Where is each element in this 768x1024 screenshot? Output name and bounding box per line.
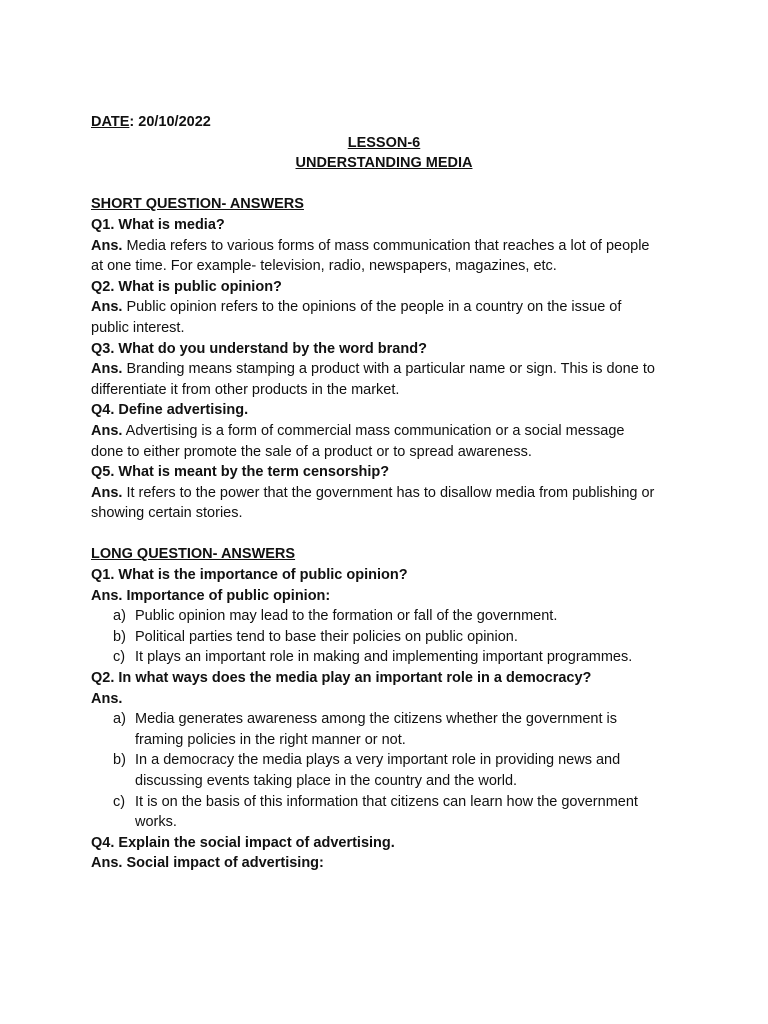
lesson-number: LESSON-6 (347, 134, 421, 151)
short-answer (91, 297, 691, 318)
list-item (91, 627, 691, 648)
short-answer-continued: showing certain stories. (91, 505, 243, 522)
short-answer (91, 236, 691, 257)
answer-text: Advertising is a form of commercial mass communication or a social message (122, 422, 625, 439)
answer-text: Media refers to various forms of mass communication that reaches a lot of people (122, 237, 650, 254)
long-answer-heading: Ans. (91, 690, 123, 707)
list-item (91, 750, 691, 791)
answer-label: Ans. (91, 361, 123, 378)
list-item (91, 647, 691, 668)
answer-label: Ans. (91, 484, 123, 501)
list-item-text: Media generates awareness among the citizens whether the government is (135, 711, 617, 728)
list-item (91, 606, 691, 627)
list-marker: c) (113, 793, 126, 810)
short-question: Q5. What is meant by the term censorship? (91, 464, 390, 481)
answer-text: It refers to the power that the government has to disallow media from publishing or (122, 484, 655, 501)
short-question: Q4. Define advertising. (91, 402, 249, 419)
short-answer-continued: at one time. For example- television, radio, newspapers, magazines, etc. (91, 258, 557, 275)
short-section-heading: SHORT QUESTION- ANSWERS (91, 196, 304, 213)
list-item-text: framing policies in the right manner or not. (135, 731, 406, 748)
spacer (91, 174, 691, 195)
short-answer (91, 359, 691, 380)
long-question: Q1. What is the importance of public opinion? (91, 567, 408, 584)
list-marker: b) (113, 752, 126, 769)
list-marker: a) (113, 711, 126, 728)
list-item (91, 709, 691, 750)
short-answer-continued: done to either promote the sale of a product or to spread awareness. (91, 443, 532, 460)
short-question: Q2. What is public opinion? (91, 278, 282, 295)
list-item-text: In a democracy the media plays a very important role in providing news and (135, 752, 621, 769)
answer-label: Ans. (91, 237, 123, 254)
answer-label: Ans. (91, 299, 123, 316)
list-item-text: works. (135, 814, 177, 831)
short-answer (91, 483, 691, 504)
long-question: Q2. In what ways does the media play an important role in a democracy? (91, 670, 592, 687)
short-question: Q3. What do you understand by the word brand? (91, 340, 427, 357)
list-item-text: Public opinion may lead to the formation or fall of the government. (135, 608, 558, 625)
spacer (91, 524, 691, 545)
answer-label: Ans. (91, 422, 123, 439)
list-item-text: Political parties tend to base their policies on public opinion. (135, 628, 518, 645)
answer-text: Branding means stamping a product with a particular name or sign. This is done to (122, 361, 655, 378)
long-section-heading: LONG QUESTION- ANSWERS (91, 546, 296, 563)
list-item-text: It plays an important role in making and implementing important programmes. (135, 649, 633, 666)
date-line (91, 112, 691, 133)
short-answer-continued: differentiate it from other products in the market. (91, 381, 400, 398)
long-question: Q4. Explain the social impact of advertising. (91, 834, 395, 851)
long-answer-heading: Ans. Importance of public opinion: (91, 587, 331, 604)
short-answer-continued: public interest. (91, 319, 185, 336)
long-answer-heading: Ans. Social impact of advertising: (91, 855, 324, 872)
document-content (91, 112, 691, 874)
list-item-text: discussing events taking place in the country and the world. (135, 773, 518, 789)
short-answer (91, 421, 691, 442)
date-value: : 20/10/2022 (129, 114, 211, 130)
answer-text: Public opinion refers to the opinions of the people in a country on the issue of (122, 299, 622, 316)
short-question: Q1. What is media? (91, 216, 225, 233)
list-marker: c) (113, 649, 126, 666)
list-marker: b) (113, 628, 126, 645)
lesson-title: UNDERSTANDING MEDIA (295, 155, 473, 172)
list-marker: a) (113, 608, 126, 625)
date-label: DATE (91, 114, 130, 130)
list-item (91, 792, 691, 833)
list-item-text: It is on the basis of this information that citizens can learn how the government (135, 793, 638, 810)
